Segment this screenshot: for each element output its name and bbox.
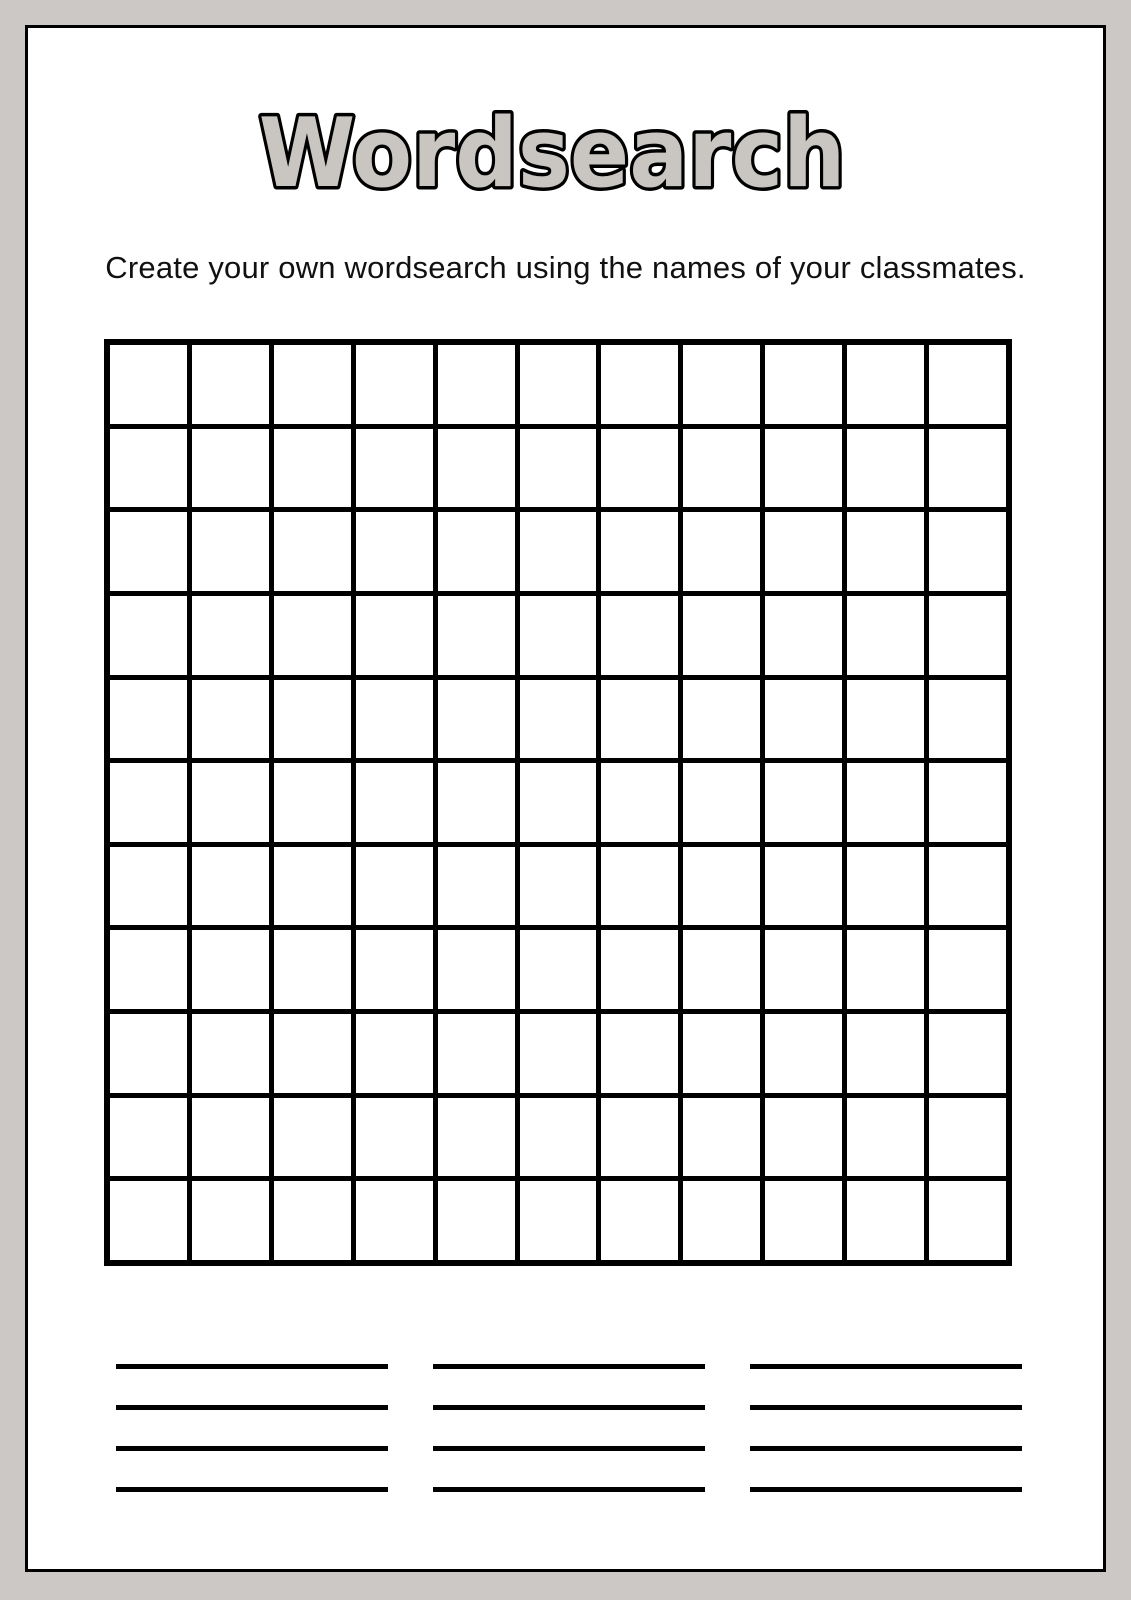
grid-cell[interactable]	[110, 847, 187, 926]
grid-cell[interactable]	[274, 596, 351, 675]
grid-cell[interactable]	[601, 1014, 678, 1093]
grid-cell[interactable]	[192, 429, 269, 508]
grid-cell[interactable]	[847, 1098, 924, 1177]
grid-cell[interactable]	[765, 345, 842, 424]
answer-line[interactable]	[433, 1405, 705, 1410]
grid-cell[interactable]	[847, 345, 924, 424]
grid-cell[interactable]	[274, 1014, 351, 1093]
grid-cell[interactable]	[274, 930, 351, 1009]
answer-lines	[116, 1364, 1022, 1492]
grid-cell[interactable]	[929, 596, 1006, 675]
grid-cell[interactable]	[765, 847, 842, 926]
grid-cell[interactable]	[356, 1181, 433, 1260]
wordsearch-grid	[104, 339, 1012, 1266]
grid-cell[interactable]	[683, 763, 760, 842]
answer-line[interactable]	[116, 1446, 388, 1451]
grid-cell[interactable]	[274, 847, 351, 926]
grid-cell[interactable]	[274, 429, 351, 508]
grid-cell[interactable]	[683, 429, 760, 508]
grid-cell[interactable]	[192, 596, 269, 675]
grid-cell[interactable]	[192, 930, 269, 1009]
grid-cell[interactable]	[683, 345, 760, 424]
grid-cell[interactable]	[110, 1098, 187, 1177]
grid-cell[interactable]	[683, 512, 760, 591]
grid-cell[interactable]	[520, 429, 597, 508]
grid-cell[interactable]	[765, 1098, 842, 1177]
answer-line[interactable]	[116, 1364, 388, 1369]
answer-line[interactable]	[116, 1487, 388, 1492]
grid-cell[interactable]	[929, 680, 1006, 759]
grid-cell[interactable]	[356, 1014, 433, 1093]
grid-cell[interactable]	[929, 847, 1006, 926]
grid-cell[interactable]	[601, 1181, 678, 1260]
grid-cell[interactable]	[929, 345, 1006, 424]
grid-cell[interactable]	[274, 512, 351, 591]
grid-cell[interactable]	[847, 763, 924, 842]
grid-cell[interactable]	[192, 1181, 269, 1260]
grid-cell[interactable]	[847, 596, 924, 675]
grid-cell[interactable]	[847, 1014, 924, 1093]
grid-cell[interactable]	[192, 763, 269, 842]
grid-cell[interactable]	[847, 1181, 924, 1260]
grid-cell[interactable]	[683, 680, 760, 759]
grid-cell[interactable]	[847, 429, 924, 508]
answer-line[interactable]	[433, 1446, 705, 1451]
grid-cell[interactable]	[520, 930, 597, 1009]
grid-cell[interactable]	[929, 512, 1006, 591]
instruction-text: Create your own wordsearch using the names of your classmates.	[105, 250, 1026, 285]
grid-cell[interactable]	[765, 930, 842, 1009]
grid-cell[interactable]	[683, 1181, 760, 1260]
page-title	[28, 83, 1103, 218]
grid-cell[interactable]	[110, 345, 187, 424]
grid-cell[interactable]	[847, 680, 924, 759]
grid-cell[interactable]	[192, 345, 269, 424]
grid-cell[interactable]	[520, 345, 597, 424]
grid-cell[interactable]	[520, 680, 597, 759]
grid-cell[interactable]	[192, 847, 269, 926]
grid-cell[interactable]	[356, 763, 433, 842]
grid-cell[interactable]	[356, 429, 433, 508]
grid-cell[interactable]	[438, 763, 515, 842]
answer-line-column	[433, 1364, 705, 1492]
grid-cell[interactable]	[356, 847, 433, 926]
grid-cell[interactable]	[683, 847, 760, 926]
grid-cell[interactable]	[274, 1181, 351, 1260]
grid-cell[interactable]	[520, 1181, 597, 1260]
grid-cell[interactable]	[192, 680, 269, 759]
grid-cell[interactable]	[765, 596, 842, 675]
grid-cell[interactable]	[438, 429, 515, 508]
grid-cell[interactable]	[765, 1181, 842, 1260]
page-title-text: Wordsearch	[258, 96, 846, 209]
grid-cell[interactable]	[929, 1181, 1006, 1260]
grid-cell[interactable]	[929, 763, 1006, 842]
grid-cell[interactable]	[601, 680, 678, 759]
grid-cell[interactable]	[601, 429, 678, 508]
grid-cell[interactable]	[520, 1098, 597, 1177]
grid-cell[interactable]	[929, 1014, 1006, 1093]
grid-cell[interactable]	[929, 429, 1006, 508]
grid-cell[interactable]	[110, 930, 187, 1009]
grid-cell[interactable]	[356, 930, 433, 1009]
answer-line[interactable]	[433, 1364, 705, 1369]
grid-cell[interactable]	[192, 1014, 269, 1093]
grid-cell[interactable]	[601, 1098, 678, 1177]
grid-cell[interactable]	[847, 847, 924, 926]
grid-cell[interactable]	[356, 680, 433, 759]
grid-cell[interactable]	[765, 429, 842, 508]
grid-cell[interactable]	[110, 512, 187, 591]
answer-line[interactable]	[750, 1487, 1022, 1492]
grid-cell[interactable]	[601, 763, 678, 842]
grid-cell[interactable]	[520, 847, 597, 926]
grid-cell[interactable]	[438, 1098, 515, 1177]
grid-cell[interactable]	[520, 1014, 597, 1093]
grid-cell[interactable]	[683, 930, 760, 1009]
answer-line-column	[750, 1364, 1022, 1492]
grid-cell[interactable]	[438, 930, 515, 1009]
grid-cell[interactable]	[520, 596, 597, 675]
grid-cell[interactable]	[438, 512, 515, 591]
grid-cell[interactable]	[110, 1014, 187, 1093]
grid-cell[interactable]	[356, 512, 433, 591]
grid-cell[interactable]	[110, 1181, 187, 1260]
grid-cell[interactable]	[438, 345, 515, 424]
grid-cell[interactable]	[847, 930, 924, 1009]
grid-cell[interactable]	[683, 1014, 760, 1093]
grid-cell[interactable]	[683, 1098, 760, 1177]
grid-cell[interactable]	[683, 596, 760, 675]
grid-cell[interactable]	[765, 763, 842, 842]
grid-cell[interactable]	[765, 1014, 842, 1093]
grid-cell[interactable]	[601, 512, 678, 591]
grid-cell[interactable]	[601, 847, 678, 926]
grid-cell[interactable]	[274, 345, 351, 424]
grid-cell[interactable]	[847, 512, 924, 591]
grid-cell[interactable]	[765, 512, 842, 591]
grid-cell[interactable]	[438, 847, 515, 926]
grid-cell[interactable]	[601, 596, 678, 675]
answer-line-column	[116, 1364, 388, 1492]
grid-cell[interactable]	[438, 1014, 515, 1093]
grid-cell[interactable]	[274, 1098, 351, 1177]
grid-cell[interactable]	[929, 930, 1006, 1009]
answer-line[interactable]	[750, 1446, 1022, 1451]
grid-cell[interactable]	[601, 345, 678, 424]
grid-cell[interactable]	[520, 763, 597, 842]
grid-cell[interactable]	[110, 596, 187, 675]
grid-cell[interactable]	[765, 680, 842, 759]
answer-line[interactable]	[116, 1405, 388, 1410]
grid-cell[interactable]	[438, 1181, 515, 1260]
grid-cell[interactable]	[438, 680, 515, 759]
answer-line[interactable]	[433, 1487, 705, 1492]
grid-cell[interactable]	[929, 1098, 1006, 1177]
answer-line[interactable]	[750, 1405, 1022, 1410]
grid-cell[interactable]	[520, 512, 597, 591]
grid-cell[interactable]	[356, 345, 433, 424]
grid-cell[interactable]	[274, 763, 351, 842]
grid-cell[interactable]	[356, 1098, 433, 1177]
grid-cell[interactable]	[274, 680, 351, 759]
grid-cell[interactable]	[110, 763, 187, 842]
grid-cell[interactable]	[110, 429, 187, 508]
answer-line[interactable]	[750, 1364, 1022, 1369]
grid-cell[interactable]	[110, 680, 187, 759]
grid-cell[interactable]	[601, 930, 678, 1009]
grid-cell[interactable]	[356, 596, 433, 675]
grid-cell[interactable]	[192, 512, 269, 591]
worksheet-page	[25, 25, 1106, 1572]
grid-cell[interactable]	[438, 596, 515, 675]
grid-cell[interactable]	[192, 1098, 269, 1177]
